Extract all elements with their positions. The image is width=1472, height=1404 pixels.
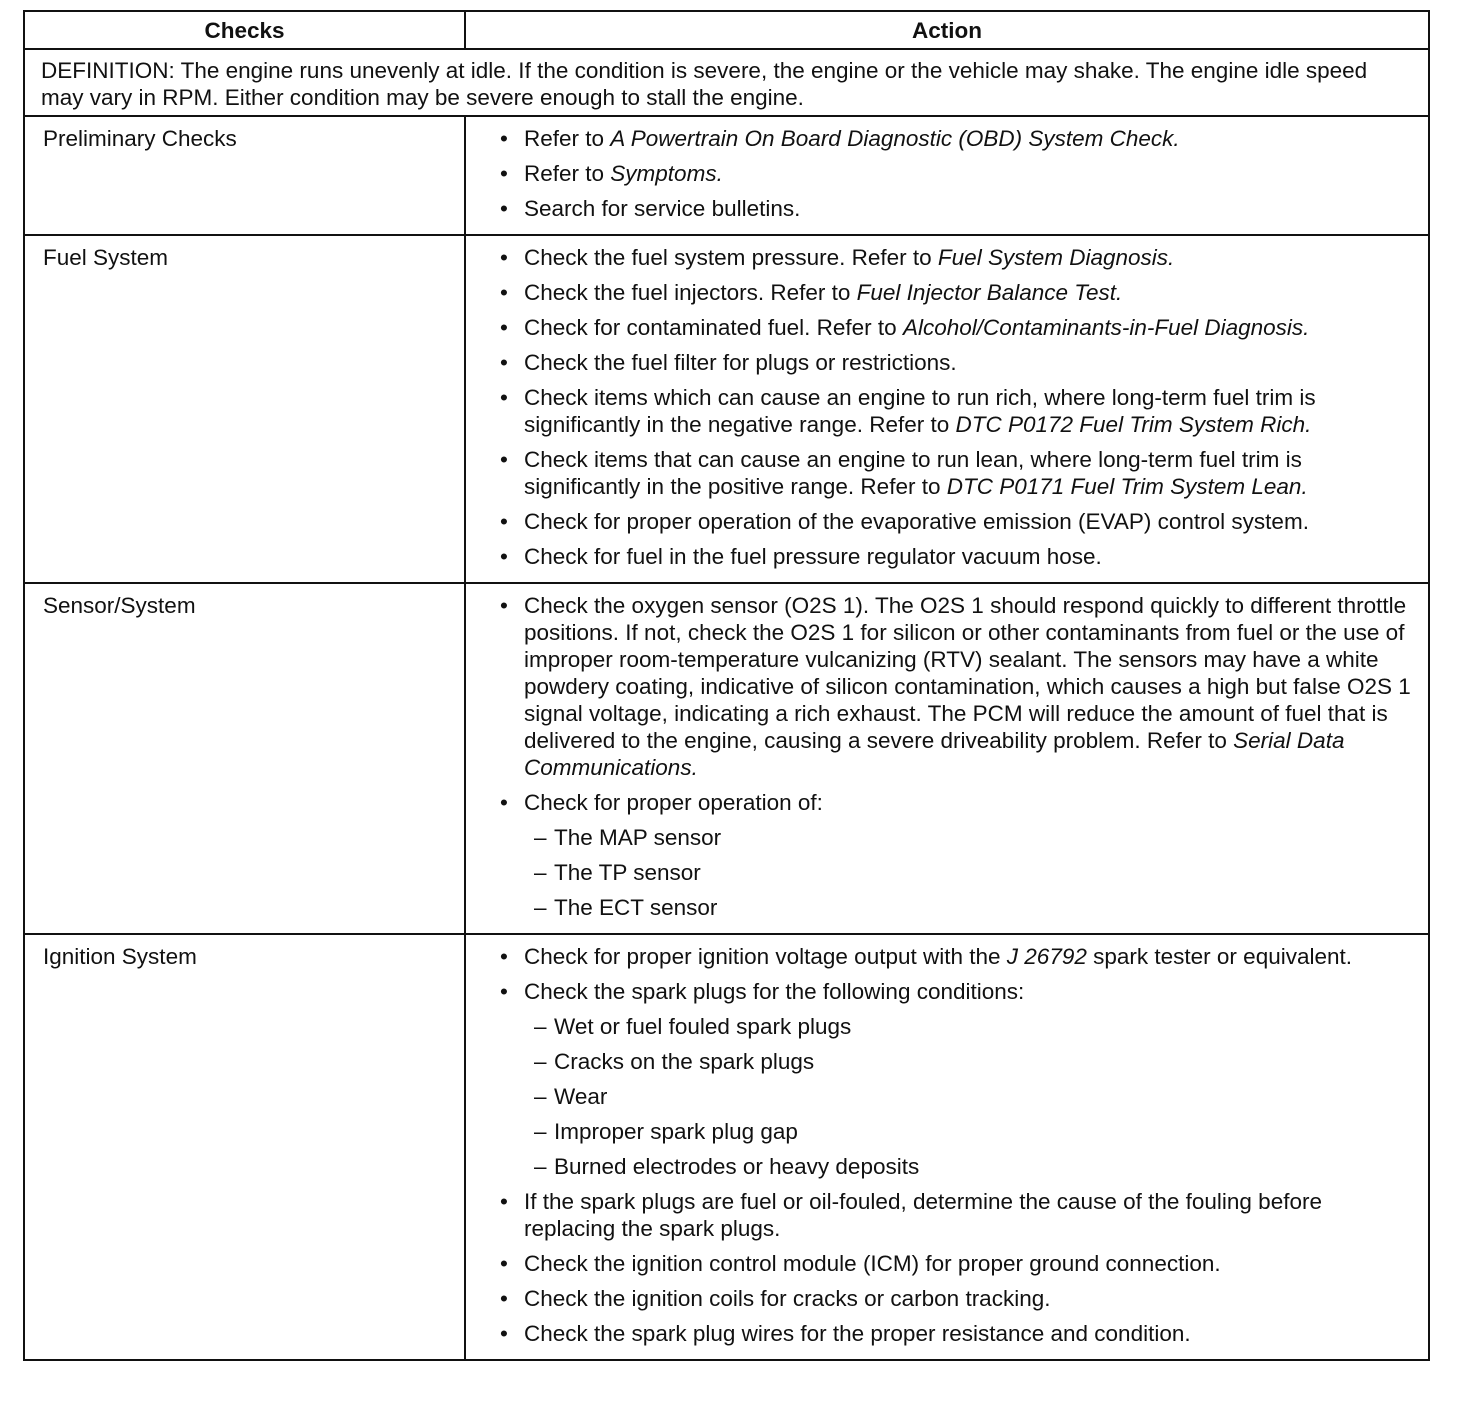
action-item	[499, 244, 1416, 271]
action-item	[499, 1250, 1416, 1277]
action-cell	[465, 583, 1429, 934]
table-row	[24, 235, 1429, 583]
reference-text: Symptoms.	[610, 161, 723, 186]
action-text: Refer to	[524, 161, 611, 186]
action-cell	[465, 235, 1429, 583]
definition-row	[24, 49, 1429, 116]
action-text: Check the spark plug wires for the proper resistance and condition.	[524, 1321, 1191, 1346]
action-text: Check for proper operation of the evaporative emission (EVAP) control system.	[524, 509, 1309, 534]
sub-item: – Wet or fuel fouled spark plugs	[524, 1013, 1416, 1040]
reference-text: Alcohol/Contaminants-in-Fuel Diagnosis.	[902, 315, 1310, 340]
check-category: Sensor/System	[24, 583, 465, 934]
action-text: Check the oxygen sensor (O2S 1). The O2S 1 should respond quickly to different throttle positions. If not, check the O2S 1 for silicon or other contaminants from fuel or the use of improper room-temperature vulcanizing (RTV) sealant. The sensors may have a white powdery coating, indicative of silicon contamination, which causes a high but false O2S 1 signal voltage, indicating a rich exhaust. The PCM will reduce the amount of fuel that is delivered to the engine, causing a severe driveability problem. Refer to	[524, 593, 1411, 753]
sub-item: – Improper spark plug gap	[524, 1118, 1416, 1145]
reference-text: A Powertrain On Board Diagnostic (OBD) System Check.	[610, 126, 1180, 151]
action-text: Check for proper operation of:	[524, 790, 823, 815]
check-category: Fuel System	[24, 235, 465, 583]
action-list	[499, 943, 1416, 1347]
action-list	[499, 592, 1416, 921]
action-text: Check for contaminated fuel. Refer to	[524, 315, 903, 340]
diagnostic-table	[23, 10, 1430, 1361]
action-item	[499, 508, 1416, 535]
action-text: Check the fuel system pressure. Refer to	[524, 245, 938, 270]
sub-item: – Wear	[524, 1083, 1416, 1110]
action-item	[499, 384, 1416, 438]
table-row	[24, 583, 1429, 934]
action-item	[499, 943, 1416, 970]
action-item	[499, 314, 1416, 341]
action-item	[499, 789, 1416, 921]
table-row	[24, 116, 1429, 235]
reference-text: Serial Data Communications.	[524, 728, 1345, 780]
sub-item: – Cracks on the spark plugs	[524, 1048, 1416, 1075]
sub-item: – The ECT sensor	[524, 894, 1416, 921]
action-item	[499, 1188, 1416, 1242]
sub-item: – Burned electrodes or heavy deposits	[524, 1153, 1416, 1180]
action-item	[499, 195, 1416, 222]
reference-text: DTC P0171 Fuel Trim System Lean.	[946, 474, 1308, 499]
action-item	[499, 592, 1416, 781]
action-text: Check the fuel injectors. Refer to	[524, 280, 857, 305]
sub-list	[524, 1013, 1416, 1180]
action-item	[499, 446, 1416, 500]
action-item	[499, 978, 1416, 1180]
action-text: Check the spark plugs for the following conditions:	[524, 979, 1025, 1004]
table-row	[24, 934, 1429, 1360]
action-text: Check for fuel in the fuel pressure regulator vacuum hose.	[524, 544, 1102, 569]
action-item	[499, 160, 1416, 187]
action-text: Search for service bulletins.	[524, 196, 801, 221]
action-text: Check the ignition coils for cracks or carbon tracking.	[524, 1286, 1051, 1311]
action-text: Check the fuel filter for plugs or restrictions.	[524, 350, 957, 375]
action-list	[499, 244, 1416, 570]
sub-list	[524, 824, 1416, 921]
table-body	[24, 49, 1429, 1360]
action-text: Check items that can cause an engine to run lean, where long-term fuel trim is significantly in the positive range. Refer to	[524, 447, 1302, 499]
reference-text: Fuel System Diagnosis.	[937, 245, 1175, 270]
header-row	[24, 11, 1429, 49]
definition-text: DEFINITION: The engine runs unevenly at idle. If the condition is severe, the engine or the vehicle may shake. The engine idle speed may vary in RPM. Either condition may be severe enough to stall the engine.	[24, 49, 1429, 116]
action-text: Check the ignition control module (ICM) for proper ground connection.	[524, 1251, 1221, 1276]
sub-item: – The MAP sensor	[524, 824, 1416, 851]
action-text: If the spark plugs are fuel or oil-fouled, determine the cause of the fouling before replacing the spark plugs.	[524, 1189, 1322, 1241]
action-list	[499, 125, 1416, 222]
action-item	[499, 125, 1416, 152]
action-text: Check items which can cause an engine to run rich, where long-term fuel trim is significantly in the negative range. Refer to	[524, 385, 1316, 437]
check-category: Preliminary Checks	[24, 116, 465, 235]
action-text: Refer to	[524, 126, 611, 151]
reference-text: J 26792	[1006, 944, 1087, 969]
sub-item: – The TP sensor	[524, 859, 1416, 886]
action-item	[499, 543, 1416, 570]
action-text: Check for proper ignition voltage output with the	[524, 944, 1007, 969]
header-action: Action	[465, 11, 1429, 49]
action-item	[499, 1285, 1416, 1312]
action-cell	[465, 116, 1429, 235]
action-cell	[465, 934, 1429, 1360]
header-checks: Checks	[24, 11, 465, 49]
action-item	[499, 1320, 1416, 1347]
reference-text: Fuel Injector Balance Test.	[856, 280, 1123, 305]
action-item	[499, 349, 1416, 376]
check-category: Ignition System	[24, 934, 465, 1360]
action-text-tail: spark tester or equivalent.	[1086, 944, 1353, 969]
action-item	[499, 279, 1416, 306]
reference-text: DTC P0172 Fuel Trim System Rich.	[955, 412, 1312, 437]
